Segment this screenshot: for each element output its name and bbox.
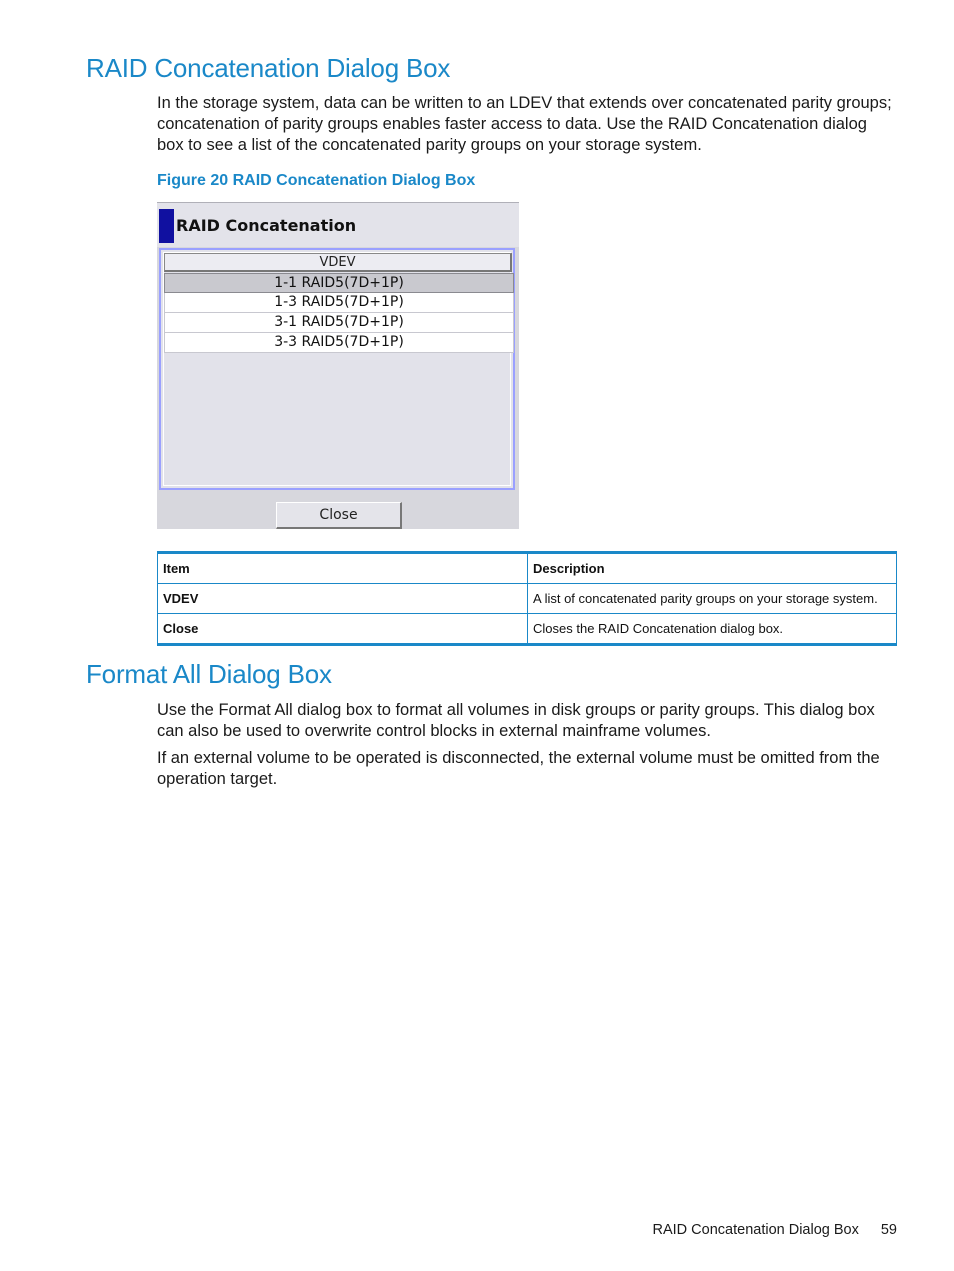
vdev-rows: [164, 273, 514, 353]
format-all-paragraph-2: If an external volume to be operated is disconnected, the external volume must be omitted from the operation target.: [157, 749, 880, 788]
header-description: Description: [528, 553, 897, 584]
dialog-title-bar: [157, 202, 519, 247]
title-accent-bar: [159, 209, 174, 243]
format-all-paragraph-1: Use the Format All dialog box to format all volumes in disk groups or parity groups. This dialog box can also be used to overwrite control blocks in external mainframe volumes.: [157, 701, 875, 740]
section-heading-raid-concatenation: RAID Concatenation Dialog Box: [86, 53, 451, 83]
section-heading-format-all: Format All Dialog Box: [86, 659, 332, 689]
dialog-title: RAID Concatenation: [176, 216, 357, 235]
raid-concatenation-dialog: [157, 202, 519, 529]
vdev-column-header[interactable]: VDEV: [164, 253, 512, 272]
table-header-row: [158, 553, 897, 584]
table-cell-description: A list of concatenated parity groups on your storage system.: [528, 584, 897, 614]
page-number: 59: [880, 1222, 897, 1238]
table-row: [158, 584, 897, 614]
table-cell-item: Close: [158, 614, 528, 645]
vdev-list-item[interactable]: 1-1 RAID5(7D+1P): [164, 273, 514, 293]
table-cell-item: VDEV: [158, 584, 528, 614]
vdev-list-panel[interactable]: [159, 248, 515, 490]
footer-title: RAID Concatenation Dialog Box: [652, 1222, 859, 1238]
figure-caption: Figure 20 RAID Concatenation Dialog Box: [157, 172, 476, 189]
table-cell-description: Closes the RAID Concatenation dialog box.: [528, 614, 897, 645]
vdev-list-item[interactable]: 3-1 RAID5(7D+1P): [164, 313, 514, 333]
table-row: [158, 614, 897, 645]
vdev-list-item[interactable]: 3-3 RAID5(7D+1P): [164, 333, 514, 353]
page-footer: [653, 1222, 897, 1238]
vdev-list-item[interactable]: 1-3 RAID5(7D+1P): [164, 293, 514, 313]
header-item: Item: [158, 553, 528, 584]
intro-paragraph: In the storage system, data can be written to an LDEV that extends over concatenated parity groups; concatenation of parity groups enables faster access to data. Use the RAID Concatenation dialog box to see a list of the concatenated parity groups on your storage system.: [157, 94, 892, 154]
description-table: [157, 551, 897, 646]
close-button[interactable]: Close: [276, 502, 402, 529]
